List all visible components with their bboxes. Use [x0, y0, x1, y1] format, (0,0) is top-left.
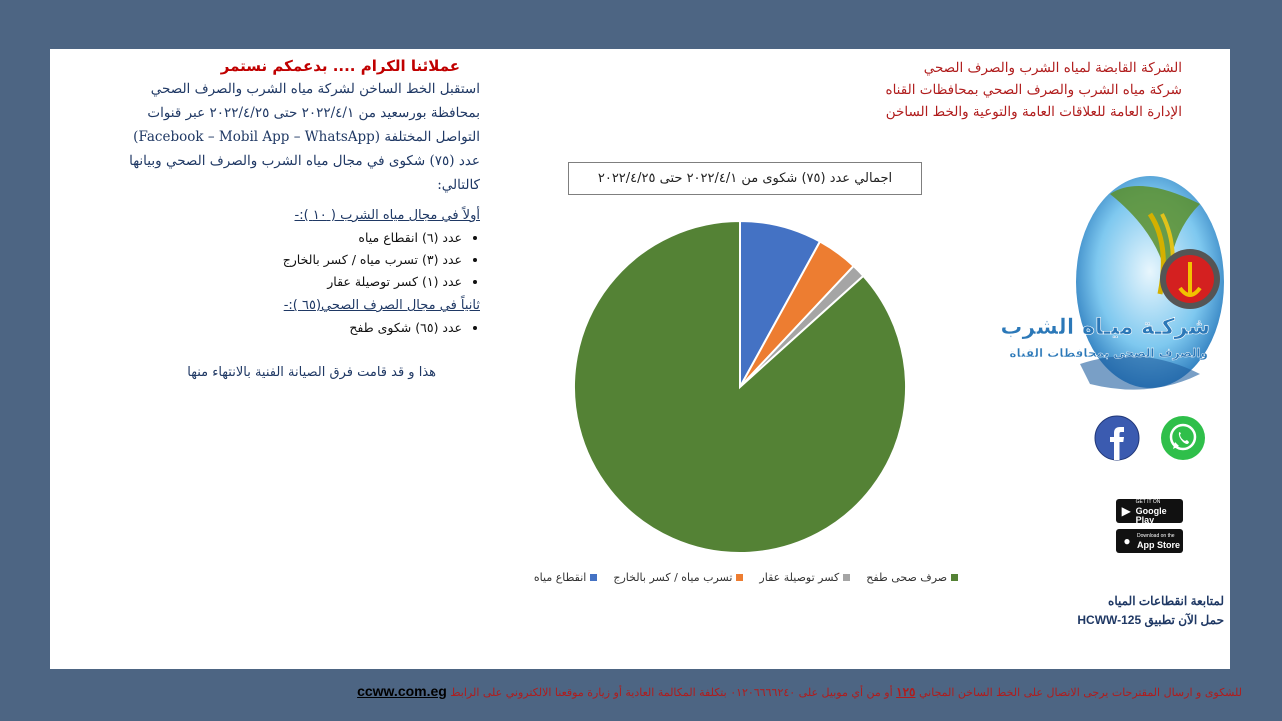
- google-play-badge[interactable]: [1116, 499, 1183, 523]
- intro-paragraph: [80, 77, 480, 197]
- legend-label: كسر توصيلة عقار: [759, 571, 840, 584]
- website-link[interactable]: ccww.com.eg: [357, 683, 447, 699]
- list-item: • عدد (٣) تسرب مياه / كسر بالخارج: [80, 249, 462, 271]
- section-1-list: [80, 227, 480, 293]
- section-1-heading: أولاً في مجال مياه الشرب ( ١٠ ):-: [294, 208, 480, 223]
- app-download-note: [984, 592, 1224, 630]
- logo-name-line-1: شركـة ميـاه الشرب: [1000, 315, 1210, 340]
- app-store-badge[interactable]: [1116, 529, 1183, 553]
- chart-legend: [506, 571, 986, 584]
- intro-line-4: عدد (٧٥) شكوى في مجال مياه الشرب والصرف الصحي وبيانها: [129, 153, 480, 169]
- hotline-number[interactable]: ١٢٥: [896, 685, 916, 699]
- whatsapp-icon[interactable]: [1160, 415, 1206, 461]
- intro-line-5: كالتالي:: [437, 177, 480, 193]
- app-store-label: App Store: [1137, 540, 1181, 550]
- organization-header: [762, 57, 1182, 123]
- section-2-heading: ثانياً في مجال الصرف الصحي(٦٥ ):-: [283, 298, 480, 313]
- google-play-small-label: GET IT ON: [1135, 498, 1161, 505]
- google-play-label: Google Play: [1135, 505, 1167, 525]
- closing-note: هذا و قد قامت فرق الصيانة الفنية بالانتهاء منها: [187, 365, 436, 380]
- legend-label: صرف صحى طفح: [866, 571, 948, 584]
- legend-label: انقطاع مياه: [533, 571, 587, 584]
- logo-name-line-2: والصرف الصحى بمحافظات القناة: [1009, 346, 1208, 360]
- app-store-small-label: Download on the: [1137, 533, 1175, 539]
- legend-item: [759, 571, 850, 584]
- footer-text-1: للشكوى و ارسال المقترحات يرجى الاتصال على الخط الساخن المجاني: [918, 686, 1242, 699]
- apple-icon: ●: [1123, 534, 1131, 548]
- logo-emblem-icon: [1000, 174, 1220, 404]
- list-item: • عدد (٦) انقطاع مياه: [80, 227, 462, 249]
- report-text: [80, 55, 480, 380]
- chart-title: اجمالي عدد (٧٥) شكوى من ٢٠٢٢/٤/١ حتى ٢٠٢٢/٤/٢٥: [568, 162, 922, 195]
- legend-swatch: [843, 574, 850, 581]
- list-item: • عدد (٦٥) شكوى طفح: [80, 317, 462, 339]
- legend-label: تسرب مياه / كسر بالخارج: [613, 571, 733, 584]
- pie-chart: [570, 217, 910, 557]
- headline: عملائنا الكرام .... بدعمكم نستمر: [220, 57, 460, 75]
- org-line-2: شركة مياه الشرب والصرف الصحي بمحافظات القناه: [885, 82, 1182, 98]
- content-panel: [50, 49, 1230, 669]
- intro-line-2: بمحافظة بورسعيد من ٢٠٢٢/٤/١ حتى ٢٠٢٢/٤/٢٥ عبر قنوات: [147, 105, 480, 121]
- legend-item: [613, 571, 743, 584]
- intro-line-1: استقبل الخط الساخن لشركة مياه الشرب والصرف الصحي: [150, 81, 480, 97]
- legend-item: [534, 571, 597, 584]
- app-note-line-2: حمل الآن تطبيق HCWW-125: [1077, 613, 1224, 627]
- footer-text-2: أو من أي موبيل على ٠١٢٠٦٦٦٦٢٤٠ بتكلفة المكالمة العادية أو زيارة موقعنا الالكتروني على الرابط: [450, 686, 893, 699]
- legend-item: [866, 571, 958, 584]
- legend-swatch: [736, 574, 743, 581]
- section-2-list: [80, 317, 480, 339]
- facebook-icon[interactable]: [1094, 415, 1140, 461]
- google-play-icon: ▶: [1121, 504, 1131, 518]
- org-line-1: الشركة القابضة لمياه الشرب والصرف الصحي: [923, 60, 1182, 76]
- list-item: • عدد (١) كسر توصيلة عقار: [80, 271, 462, 293]
- legend-swatch: [951, 574, 958, 581]
- org-line-3: الإدارة العامة للعلاقات العامة والتوعية والخط الساخن: [885, 104, 1182, 120]
- intro-line-3: التواصل المختلفة (Facebook – Mobil App – WhatsApp): [133, 129, 480, 145]
- app-note-line-1: لمتابعة انقطاعات المياه: [1108, 594, 1224, 608]
- legend-swatch: [590, 574, 597, 581]
- footer-contact: [0, 683, 1242, 699]
- company-logo: [1000, 174, 1220, 404]
